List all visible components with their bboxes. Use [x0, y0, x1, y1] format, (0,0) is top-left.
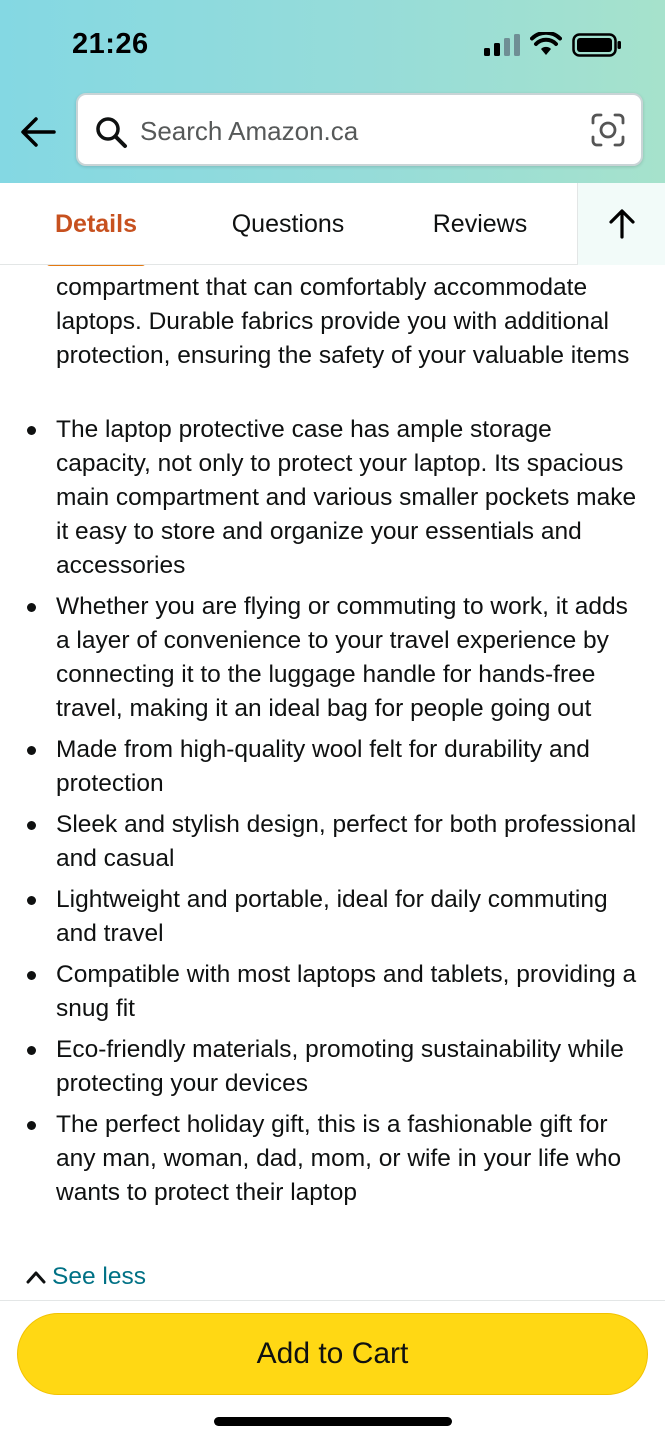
see-less-link[interactable] — [26, 1260, 146, 1294]
product-details-content — [0, 265, 665, 1300]
search-icon — [94, 115, 128, 149]
bullet-dot — [27, 426, 36, 435]
tab-reviews[interactable]: Reviews — [432, 210, 528, 238]
status-time: 21:26 — [72, 28, 149, 60]
list-item — [0, 413, 665, 583]
bullet-text: Lightweight and portable, ideal for daily commuting and travel — [56, 886, 608, 947]
battery-icon — [572, 33, 622, 57]
tab-details[interactable]: Details — [55, 210, 137, 238]
tab-bar — [0, 183, 665, 265]
bullet-text: The perfect holiday gift, this is a fashionable gift for any man, woman, dad, mom, or wife in your life who wants to protect their laptop — [56, 1111, 622, 1206]
bullet-continuation: compartment that can comfortably accommodate laptops. Durable fabrics provide you with additional protection, ensuring the safety of your valuable items — [56, 274, 630, 369]
tab-questions[interactable]: Questions — [231, 210, 345, 238]
search-input[interactable] — [140, 113, 570, 149]
feature-bullet-list — [0, 413, 665, 1217]
cellular-signal-icon — [484, 34, 522, 56]
search-bar[interactable] — [76, 93, 643, 166]
list-item — [0, 590, 665, 726]
bottom-action-bar — [0, 1300, 665, 1440]
bullet-dot — [27, 896, 36, 905]
bullet-dot — [27, 971, 36, 980]
see-less-label: See less — [52, 1263, 146, 1290]
list-item — [0, 1108, 665, 1210]
list-item — [0, 883, 665, 951]
bullet-text: Made from high-quality wool felt for durability and protection — [56, 736, 590, 797]
bullet-text: The laptop protective case has ample storage capacity, not only to protect your laptop. Its spacious main compartment and various smaller pockets make it easy to store and organize your essentials and accessories — [56, 416, 637, 579]
bullet-text: Compatible with most laptops and tablets, providing a snug fit — [56, 961, 637, 1022]
home-indicator — [214, 1417, 452, 1426]
bullet-dot — [27, 1046, 36, 1055]
bullet-dot — [27, 746, 36, 755]
list-item — [0, 733, 665, 801]
scroll-to-top-button[interactable] — [577, 183, 665, 265]
add-to-cart-button[interactable]: Add to Cart — [17, 1313, 648, 1395]
arrow-left-icon[interactable] — [18, 112, 58, 152]
bullet-text: Sleek and stylish design, perfect for both professional and casual — [56, 811, 637, 872]
bullet-text: Whether you are flying or commuting to work, it adds a layer of convenience to your travel experience by connecting it to the luggage handle for hands-free travel, making it an ideal bag for people going out — [56, 593, 628, 722]
arrow-up-icon — [607, 209, 637, 239]
camera-lens-icon[interactable] — [590, 112, 626, 148]
list-item — [0, 958, 665, 1026]
chevron-up-icon — [26, 1270, 46, 1284]
bullet-dot — [27, 1121, 36, 1130]
bullet-dot — [27, 821, 36, 830]
header-area — [0, 0, 665, 183]
list-item — [0, 808, 665, 876]
bullet-dot — [27, 603, 36, 612]
wifi-icon — [530, 32, 562, 56]
bullet-text: Eco-friendly materials, promoting sustainability while protecting your devices — [56, 1036, 624, 1097]
status-bar — [0, 0, 665, 90]
list-item — [0, 1033, 665, 1101]
